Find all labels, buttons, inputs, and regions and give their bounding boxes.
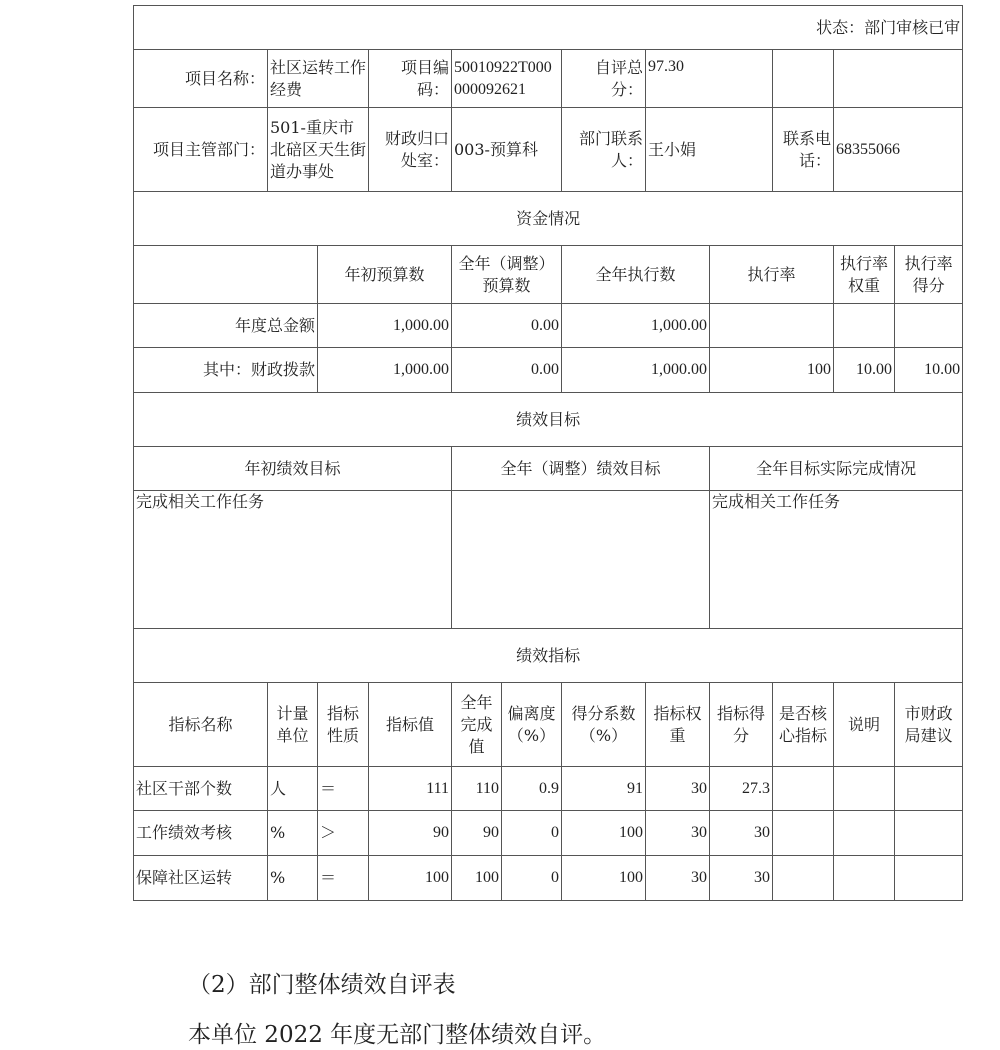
funds-row [134,304,963,348]
status-text: 状态：部门审核已审 [134,6,963,50]
performance-form [133,5,963,901]
project-name-label: 项目名称： [134,50,268,108]
indicator-coefficient: 100 [562,811,646,856]
goals-value-row [134,491,963,629]
indicator-core [773,856,834,901]
indicator-target: 90 [369,811,452,856]
indicator-deviation: 0 [502,856,562,901]
funds-cell: 1,000.00 [562,348,710,393]
indicator-nature: ＝ [318,856,369,901]
finance-label: 财政归口处室： [369,108,452,192]
indicator-weight: 30 [646,767,710,811]
indicator-row [134,811,963,856]
indicator-weight: 30 [646,811,710,856]
indicator-core [773,767,834,811]
indicator-actual: 90 [452,811,502,856]
indicator-header: 说明 [834,683,895,767]
indicator-unit: % [268,856,318,901]
score-value: 97.30 [646,50,773,108]
indicator-advice [895,856,963,901]
indicator-unit: 人 [268,767,318,811]
project-row-2 [134,108,963,192]
section-heading: （2）部门整体绩效自评表 [188,972,456,998]
indicator-header: 计量单位 [268,683,318,767]
indicator-header: 指标名称 [134,683,268,767]
indicators-header-row [134,683,963,767]
indicator-score: 27.3 [710,767,773,811]
funds-cell [895,304,963,348]
indicator-row [134,767,963,811]
indicator-nature: ＞ [318,811,369,856]
funds-header-blank [134,246,318,304]
indicator-header: 是否核心指标 [773,683,834,767]
indicators-section-row [134,629,963,683]
phone-value: 68355066 [834,108,963,192]
funds-header: 执行率权重 [834,246,895,304]
contact-value: 王小娟 [646,108,773,192]
indicator-deviation: 0.9 [502,767,562,811]
indicator-header: 指标性质 [318,683,369,767]
indicator-score: 30 [710,856,773,901]
funds-row [134,348,963,393]
funds-cell: 100 [710,348,834,393]
goals-header: 年初绩效目标 [134,447,452,491]
finance-value: 003-预算科 [452,108,562,192]
phone-label: 联系电话： [773,108,834,192]
funds-cell: 10.00 [834,348,895,393]
indicator-target: 111 [369,767,452,811]
indicator-note [834,767,895,811]
indicator-unit: % [268,811,318,856]
indicator-header: 得分系数（%） [562,683,646,767]
funds-section-title: 资金情况 [134,192,963,246]
goals-section-row [134,393,963,447]
indicator-score: 30 [710,811,773,856]
empty-cell [773,50,834,108]
project-name-value: 社区运转工作经费 [268,50,369,108]
contact-label: 部门联系人： [562,108,646,192]
funds-header: 执行率 [710,246,834,304]
funds-section-row [134,192,963,246]
indicator-nature: ＝ [318,767,369,811]
indicator-header: 指标得分 [710,683,773,767]
score-label: 自评总分： [562,50,646,108]
funds-header: 执行率得分 [895,246,963,304]
indicator-actual: 100 [452,856,502,901]
funds-cell: 0.00 [452,348,562,393]
project-code-label: 项目编码： [369,50,452,108]
funds-header-row [134,246,963,304]
dept-value: 501-重庆市北碚区天生街道办事处 [268,108,369,192]
project-code-value: 50010922T000000092621 [452,50,562,108]
project-row-1 [134,50,963,108]
funds-cell: 1,000.00 [318,304,452,348]
indicator-deviation: 0 [502,811,562,856]
indicator-coefficient: 91 [562,767,646,811]
funds-row-label: 年度总金额 [134,304,318,348]
funds-header: 年初预算数 [318,246,452,304]
indicator-note [834,811,895,856]
dept-label: 项目主管部门： [134,108,268,192]
goals-header-row [134,447,963,491]
indicator-actual: 110 [452,767,502,811]
funds-cell: 1,000.00 [562,304,710,348]
indicator-row [134,856,963,901]
indicator-name: 工作绩效考核 [134,811,268,856]
indicator-header: 指标值 [369,683,452,767]
indicator-name: 社区干部个数 [134,767,268,811]
indicator-name: 保障社区运转 [134,856,268,901]
indicators-section-title: 绩效指标 [134,629,963,683]
goals-header: 全年（调整）绩效目标 [452,447,710,491]
goals-section-title: 绩效目标 [134,393,963,447]
indicator-note [834,856,895,901]
funds-header: 全年执行数 [562,246,710,304]
indicator-header: 指标权重 [646,683,710,767]
funds-cell [710,304,834,348]
goals-value: 完成相关工作任务 [710,491,963,629]
goals-value [452,491,710,629]
indicator-header: 市财政局建议 [895,683,963,767]
indicator-core [773,811,834,856]
funds-cell: 10.00 [895,348,963,393]
goals-header: 全年目标实际完成情况 [710,447,963,491]
funds-cell: 1,000.00 [318,348,452,393]
funds-row-label: 其中：财政拨款 [134,348,318,393]
funds-cell: 0.00 [452,304,562,348]
indicator-advice [895,811,963,856]
goals-value: 完成相关工作任务 [134,491,452,629]
body-paragraph: 本单位 2022 年度无部门整体绩效自评。 [188,1022,607,1048]
indicator-target: 100 [369,856,452,901]
funds-cell [834,304,895,348]
indicator-advice [895,767,963,811]
funds-header: 全年（调整）预算数 [452,246,562,304]
indicator-header: 偏离度（%） [502,683,562,767]
indicator-weight: 30 [646,856,710,901]
status-row [134,6,963,50]
indicator-coefficient: 100 [562,856,646,901]
empty-cell [834,50,963,108]
indicator-header: 全年完成值 [452,683,502,767]
